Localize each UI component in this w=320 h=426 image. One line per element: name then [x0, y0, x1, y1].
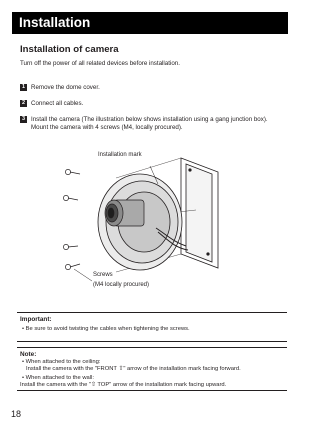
intro-text: Turn off the power of all related devices before installation. — [20, 60, 180, 67]
header-bar — [12, 12, 288, 34]
label-screws-note: (M4 locally procured) — [93, 282, 150, 288]
step-text: Connect all cables. — [31, 100, 84, 107]
note-wall-heading: • When attached to the wall: — [22, 375, 94, 381]
installation-illustration — [56, 150, 226, 290]
screw-3 — [63, 244, 78, 249]
label-installation-mark: Installation mark — [98, 152, 142, 158]
camera-lens — [105, 200, 144, 226]
step-number: 1 — [21, 84, 26, 90]
screw-4 — [65, 264, 80, 270]
note-ceiling-text: Install the camera with the "FRONT ⇧" arrow of the installation mark facing forward. — [26, 366, 241, 372]
step-number: 3 — [21, 116, 26, 122]
camera-mount-drawing — [56, 150, 226, 290]
section-heading: Installation of camera — [20, 44, 119, 55]
step-text-line1: Install the camera (The illustration below shows installation using a gang junction box). — [31, 116, 268, 123]
step-text: Remove the dome cover. — [31, 84, 100, 91]
note-ceiling-heading: • When attached to the ceiling: — [22, 359, 101, 365]
important-item: • Be sure to avoid twisting the cables when tightening the screws. — [22, 326, 190, 332]
important-box — [17, 312, 287, 342]
note-box — [17, 347, 287, 391]
step-text-line2: Mount the camera with 4 screws (M4, locally procured). — [31, 124, 183, 131]
page-title: Installation — [19, 15, 91, 30]
screw-1 — [65, 169, 80, 174]
screw-2 — [63, 195, 78, 200]
note-wall-text: Install the camera with the "⇧ TOP" arrow of the installation mark facing upward. — [20, 382, 227, 388]
note-title: Note: — [20, 351, 37, 358]
important-title: Important: — [20, 316, 52, 323]
page-number: 18 — [11, 409, 22, 419]
screws — [63, 169, 80, 269]
junction-box-plate — [181, 158, 218, 268]
label-screws: Screws — [93, 272, 113, 278]
step-number: 2 — [21, 100, 26, 106]
